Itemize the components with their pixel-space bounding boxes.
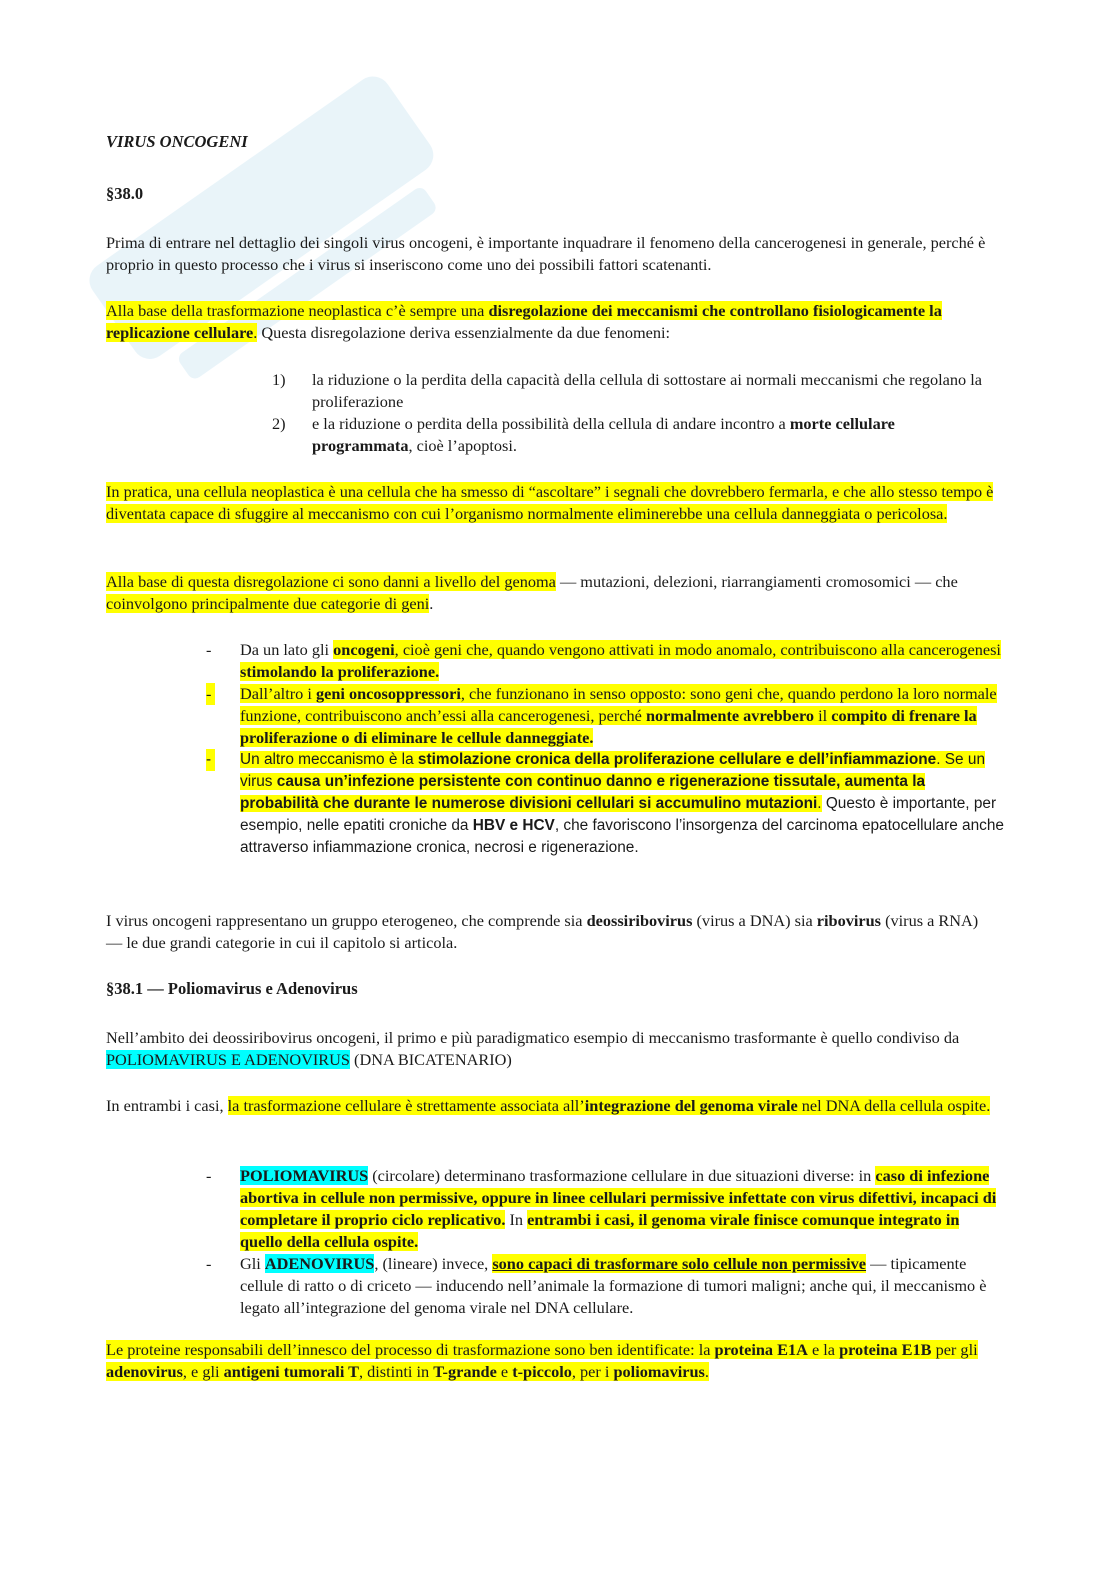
highlight-text: . Se un virus	[240, 751, 986, 790]
highlight-bold-text: caso di infezione abortiva in cellule non permissive, oppure in linee cellulari permissive infettate con virus difettivi, incapaci di completare il proprio ciclo replicativo.	[240, 1166, 997, 1229]
highlight-text: Le proteine responsabili dell’innesco del processo di trasformazione sono ben identificate: la	[106, 1340, 715, 1359]
highlight-bold-text: compito di frenare la proliferazione o di eliminare le cellule danneggiate.	[240, 706, 977, 747]
skuola-watermark-logo	[60, 40, 480, 420]
dash-list-virus	[206, 1165, 1004, 1319]
paragraph-disregolazione	[106, 300, 998, 344]
plain-text: (virus a RNA) — le due grandi categorie in cui il capitolo si articola.	[106, 911, 979, 952]
highlight-text: Alla base della trasformazione neoplastica c’è sempre una	[106, 301, 489, 320]
list-item-adenovirus	[206, 1253, 1004, 1319]
paragraph-cellula-neoplastica	[106, 481, 998, 525]
highlight-underlined-text: sono capaci di trasformare solo cellule non permissive	[492, 1254, 867, 1273]
plain-text: Questa disregolazione deriva essenzialmente da due fenomeni:	[257, 323, 671, 342]
highlight-bold-text: normalmente avrebbero	[645, 706, 815, 725]
plain-text: (virus a DNA) sia	[692, 911, 817, 930]
plain-text: Da un lato gli	[240, 640, 334, 659]
highlight-text: , distinti in	[359, 1362, 434, 1381]
paragraph-intro: Prima di entrare nel dettaglio dei singoli virus oncogeni, è importante inquadrare il fenomeno della cancerogenesi in generale, perché è proprio in questo processo che i virus si inseriscono come uno dei possibili fattori scatenanti.	[106, 233, 986, 274]
highlight-text: Un altro meccanismo è la	[240, 751, 418, 768]
section-heading-38-0: §38.0	[106, 184, 144, 203]
plain-text: In	[505, 1210, 528, 1229]
highlight-bold-text: adenovirus	[106, 1362, 183, 1381]
highlight-bold-text: entrambi i casi, il genoma virale finisce comunque integrato in quello della cellula ospite.	[240, 1210, 960, 1251]
list-item-text: la riduzione o la perdita della capacità della cellula di sottostare ai normali meccanismi che regolano la proliferazione	[312, 370, 982, 411]
dash-list-geni	[206, 639, 1004, 859]
highlight-bold-text: oncogeni	[333, 640, 395, 659]
list-dash: -	[206, 1166, 212, 1185]
highlight-text: per gli	[931, 1340, 978, 1359]
highlight-bold-text: stimolazione cronica della proliferazione cellulare e dell’infiammazione	[417, 751, 937, 768]
highlight-text: .	[253, 323, 258, 342]
highlight-text: Alla base di questa disregolazione ci sono danni a livello del genoma	[106, 572, 556, 591]
paragraph-danni-genoma	[106, 571, 998, 615]
numbered-list	[272, 369, 988, 457]
highlight-bold-text: oncosoppressori	[348, 684, 461, 703]
highlight-text: Dall’altro i	[240, 684, 316, 703]
highlight-bold-text: geni	[315, 684, 345, 703]
section-heading-38-1: §38.1 — Poliomavirus e Adenovirus	[106, 979, 358, 998]
plain-text: I virus oncogeni rappresentano un gruppo eterogeneo, che comprende sia	[106, 911, 587, 930]
highlight-text: coinvolgono principalmente due categorie di geni	[106, 594, 430, 613]
highlight-bold-text: antigeni tumorali T	[223, 1362, 359, 1381]
highlight-text: .	[817, 795, 822, 812]
highlight-text: il	[814, 706, 832, 725]
list-dash: -	[206, 640, 212, 659]
highlight-bold-text: poliomavirus	[613, 1362, 705, 1381]
highlight-bold-text: integrazione del genoma virale	[584, 1096, 798, 1115]
list-item-text: , cioè l’apoptosi.	[408, 436, 517, 455]
paragraph-poliomavirus-adenovirus	[106, 1027, 998, 1071]
paragraph-proteine-trasformazione	[106, 1339, 998, 1383]
highlight-text: , cioè geni che, quando vengono attivati in modo anomalo, contribuiscono alla cancerogenesi	[394, 640, 1001, 659]
list-item-oncogeni	[206, 639, 1004, 683]
highlight-text: la trasformazione cellulare è strettamente associata all’	[227, 1096, 585, 1115]
list-dash: -	[206, 683, 215, 705]
highlight-text: nel DNA della cellula ospite.	[797, 1096, 991, 1115]
plain-text: , che favoriscono l’insorgenza del carcinoma epatocellulare anche attraverso infiammazione cronica, necrosi e rigenerazione.	[240, 817, 1004, 856]
highlight-text: , che funzionano in senso opposto: sono geni che, quando perdono la loro normale funzione, contribuiscono anch’essi alla cancerogenesi, perché	[240, 684, 997, 725]
plain-text: — mutazioni, delezioni, riarrangiamenti cromosomici — che	[555, 572, 958, 591]
highlight-bold-text: causa un’infezione persistente con continuo danno e rigenerazione tissutale, aumenta la probabilità che durante le numerose divisioni cellulari si accumulino mutazioni	[240, 773, 926, 812]
bold-text: ribovirus	[816, 911, 882, 930]
list-dash: -	[206, 749, 215, 771]
highlight-text: In pratica, una cellula neoplastica è una cellula che ha smesso di “ascoltare” i segnali che dovrebbero fermarla, e che allo stesso tempo è diventata capace di sfuggire al meccanismo con cui l’organismo normalmente eliminerebbe una cellula danneggiata o pericolosa.	[106, 482, 994, 523]
list-item-bold-text: morte cellulare programmata	[312, 414, 895, 455]
paragraph-virus-oncogeni-gruppo	[106, 910, 998, 954]
highlight-text: , e gli	[182, 1362, 224, 1381]
plain-text: — tipicamente cellule di ratto o di criceto — inducendo nell’animale la formazione di tumori maligni; anche qui, il meccanismo è legato all’integrazione del genoma virale nel DNA cellulare.	[240, 1254, 987, 1317]
bold-text: deossiribovirus	[586, 911, 693, 930]
plain-text: .	[429, 594, 434, 613]
plain-text: , (lineare) invece,	[374, 1254, 493, 1273]
highlight-bold-text: T-grande	[433, 1362, 497, 1381]
plain-text: (circolare) determinano trasformazione cellulare in due situazioni diverse: in	[368, 1166, 876, 1185]
highlight-bold-text: t-piccolo	[512, 1362, 572, 1381]
list-item-stimolazione-cronica	[206, 749, 1004, 859]
highlight-bold-text: proteina E1A	[714, 1340, 808, 1359]
highlight-text: .	[704, 1362, 709, 1381]
document-title: VIRUS ONCOGENI	[106, 132, 248, 151]
highlight-bold-text: disregolazione dei meccanismi che controllano fisiologicamente la replicazione cellulare	[106, 301, 942, 342]
plain-text: Questo è importante, per esempio, nelle epatiti croniche da	[240, 795, 997, 834]
plain-text: Gli	[240, 1254, 265, 1273]
paragraph-entrambi-i-casi	[106, 1095, 998, 1117]
plain-text: Nell’ambito dei deossiribovirus oncogeni, il primo e più paradigmatico esempio di meccanismo trasformante è quello condiviso da	[106, 1028, 960, 1047]
highlight-text: e la	[807, 1340, 840, 1359]
highlight-bold-text: proteina E1B	[839, 1340, 932, 1359]
list-item-oncosoppressori	[206, 683, 1004, 749]
cyan-highlight-bold-text: ADENOVIRUS	[264, 1254, 375, 1273]
highlight-text: , per i	[571, 1362, 614, 1381]
bold-text: HBV e HCV	[472, 817, 555, 834]
list-item	[272, 413, 988, 457]
highlight-text: e	[496, 1362, 513, 1381]
cyan-highlight-text: POLIOMAVIRUS E ADENOVIRUS	[106, 1050, 350, 1069]
list-item-poliomavirus	[206, 1165, 1004, 1253]
list-number: 1)	[272, 370, 286, 389]
list-item-text: e la riduzione o perdita della possibilità della cellula di andare incontro a	[312, 414, 790, 433]
highlight-bold-text: stimolando la proliferazione.	[240, 662, 440, 681]
list-item	[272, 369, 988, 413]
cyan-highlight-bold-text: POLIOMAVIRUS	[240, 1166, 369, 1185]
list-dash: -	[206, 1254, 212, 1273]
plain-text: In entrambi i casi,	[106, 1096, 228, 1115]
list-number: 2)	[272, 414, 286, 433]
plain-text: (DNA BICATENARIO)	[349, 1050, 512, 1069]
